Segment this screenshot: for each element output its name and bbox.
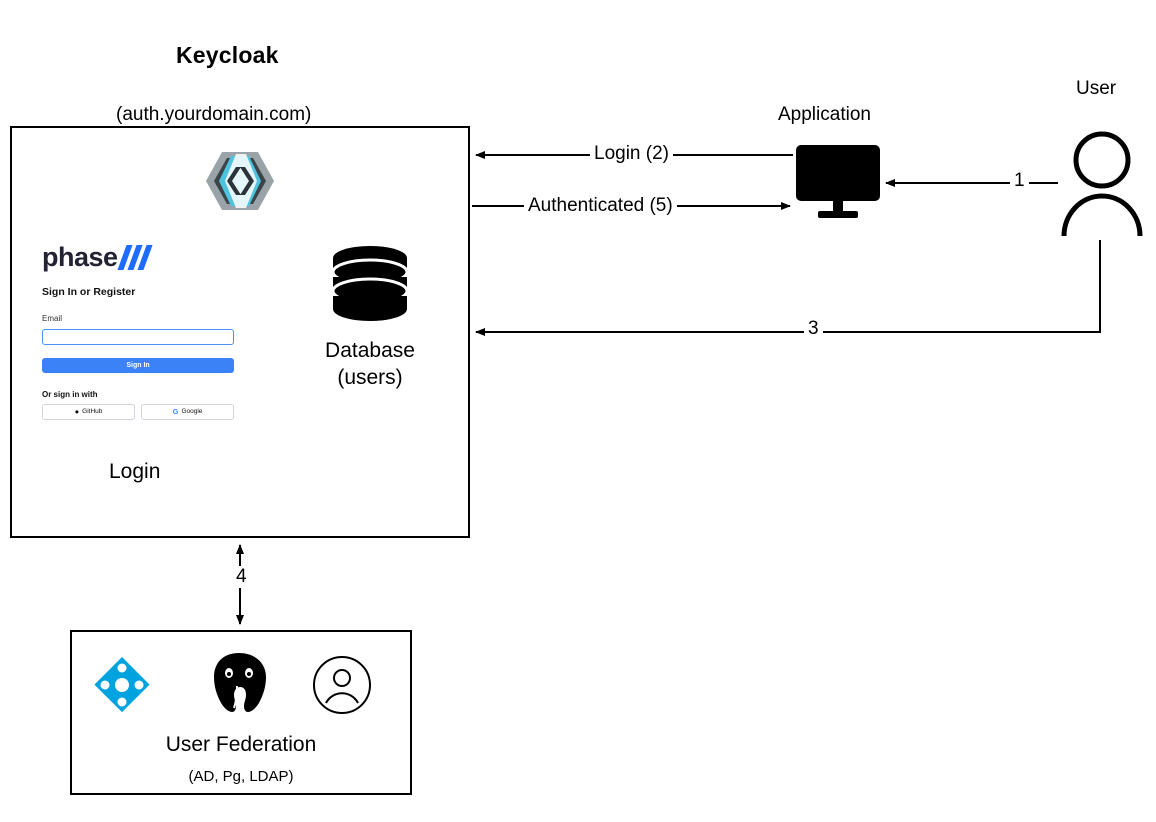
edge-label-authenticated5: Authenticated (5) bbox=[524, 195, 677, 217]
phase-slashes-icon bbox=[120, 245, 150, 269]
email-field-label: Email bbox=[42, 314, 63, 323]
ldap-user-icon bbox=[312, 655, 372, 715]
user-federation-subtitle: (AD, Pg, LDAP) bbox=[188, 768, 294, 785]
github-signin-button[interactable] bbox=[42, 404, 135, 420]
edge-label-login2: Login (2) bbox=[590, 143, 673, 165]
keycloak-domain-label: (auth.yourdomain.com) bbox=[116, 104, 312, 125]
database-label-line2: (users) bbox=[337, 365, 403, 389]
edge-label-3: 3 bbox=[804, 318, 823, 340]
edge-label-4: 4 bbox=[232, 566, 251, 588]
database-label-line1: Database bbox=[325, 339, 415, 362]
github-label: GitHub bbox=[82, 408, 103, 415]
signin-heading: Sign In or Register bbox=[42, 286, 136, 298]
signin-button[interactable]: Sign In bbox=[42, 358, 234, 373]
user-label: User bbox=[1076, 78, 1117, 99]
login-caption: Login bbox=[109, 460, 161, 483]
application-label: Application bbox=[778, 104, 871, 125]
github-icon: ● bbox=[74, 406, 80, 416]
phase-logo bbox=[42, 240, 234, 274]
email-input[interactable] bbox=[42, 329, 234, 345]
or-signin-with-label: Or sign in with bbox=[42, 389, 98, 399]
google-label: Google bbox=[181, 408, 203, 415]
user-avatar-icon bbox=[1060, 130, 1144, 240]
keycloak-logo-icon bbox=[205, 150, 275, 212]
database-label bbox=[305, 338, 435, 392]
phase-login-card bbox=[42, 240, 234, 420]
active-directory-icon bbox=[92, 655, 152, 715]
google-icon: G bbox=[172, 406, 179, 416]
edge-label-1: 1 bbox=[1010, 170, 1029, 192]
google-signin-button[interactable] bbox=[141, 404, 234, 420]
monitor-icon bbox=[796, 145, 880, 221]
postgresql-elephant-icon bbox=[208, 650, 270, 716]
user-federation-title: User Federation bbox=[165, 733, 317, 756]
edge-3 bbox=[476, 240, 1100, 332]
phase-wordmark: phase bbox=[42, 241, 118, 272]
database-icon bbox=[330, 245, 410, 323]
oauth-provider-row bbox=[42, 404, 234, 420]
keycloak-title: Keycloak bbox=[176, 42, 279, 68]
